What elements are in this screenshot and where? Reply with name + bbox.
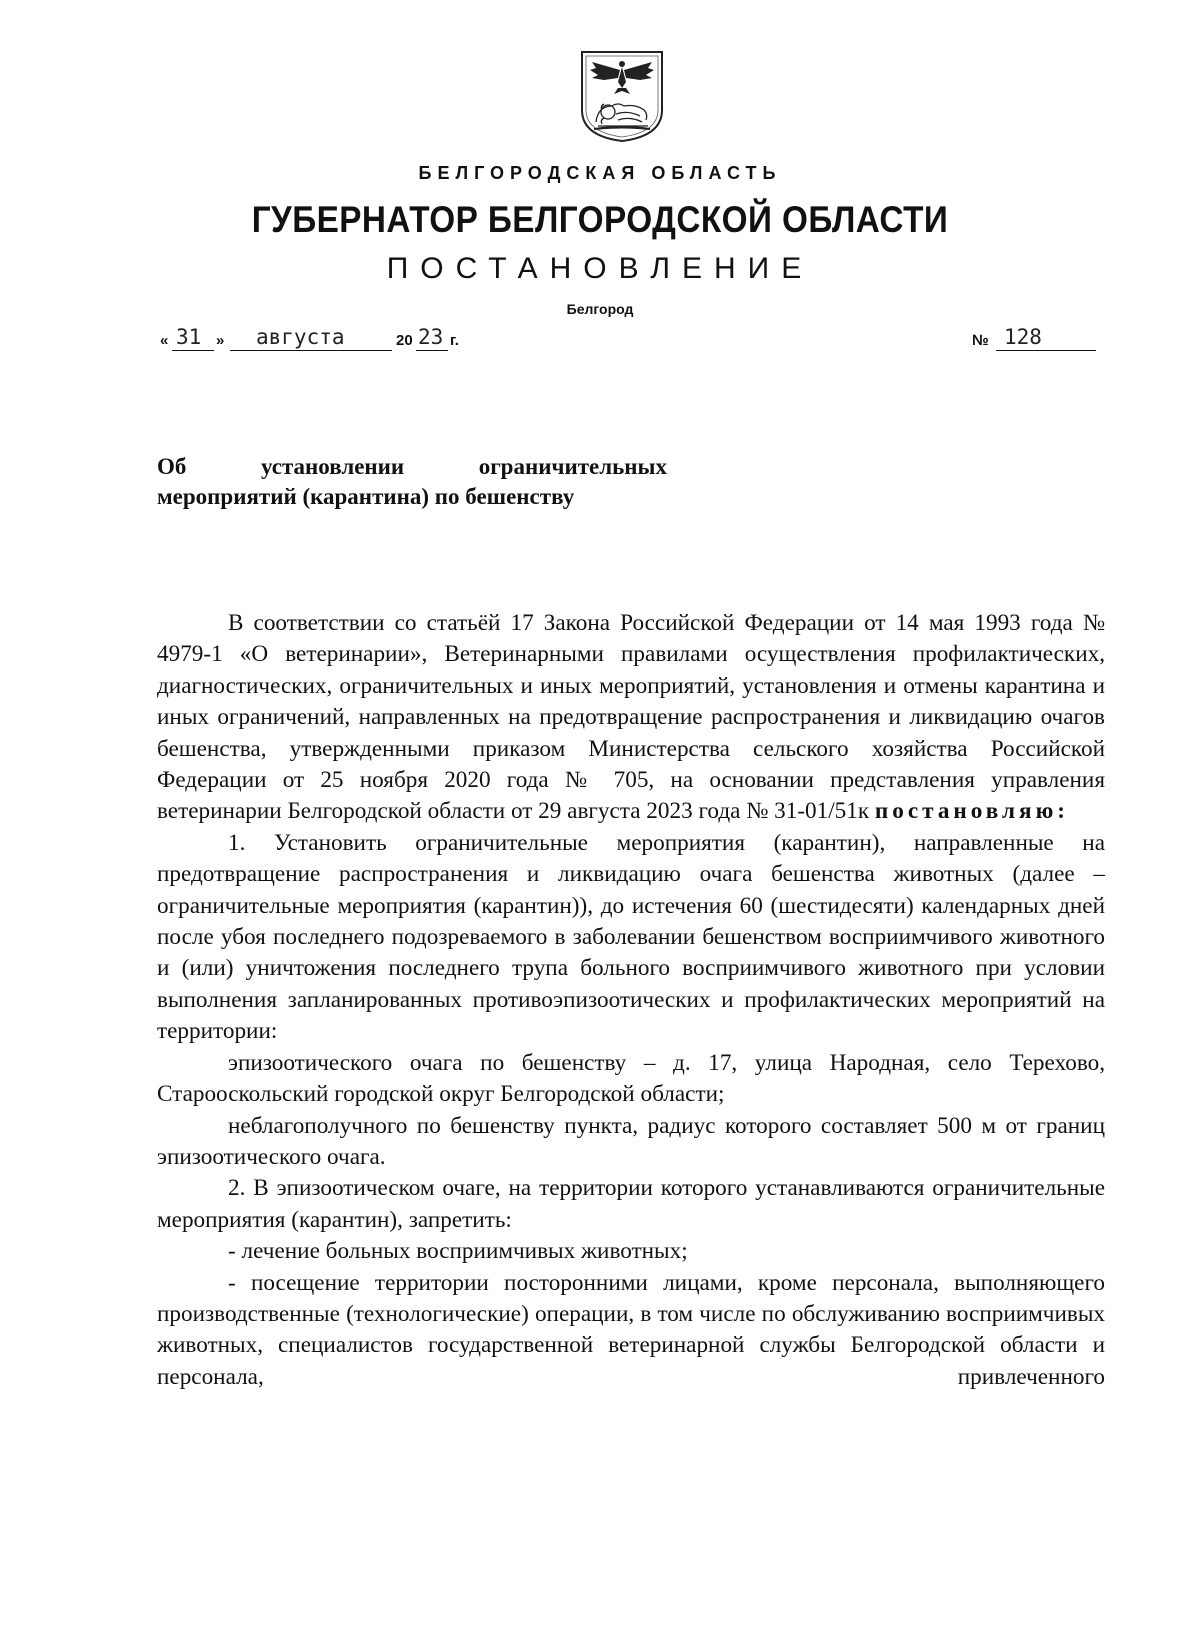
document-type: ПОСТАНОВЛЕНИЕ bbox=[386, 252, 814, 285]
document-body bbox=[157, 608, 1105, 1393]
title-word: Об bbox=[157, 454, 187, 479]
doc-number: 128 bbox=[1004, 325, 1042, 349]
date-year-suffix: 23 bbox=[418, 325, 444, 349]
header-governor: ГУБЕРНАТОР БЕЛГОРОДСКОЙ ОБЛАСТИ bbox=[251, 199, 949, 240]
header-region: БЕЛГОРОДСКАЯ ОБЛАСТЬ bbox=[418, 163, 782, 183]
paragraph-outbreak-site: эпизоотического очага по бешенству – д. 17, улица Народная, село Терехово, Старооскольский городской округ Белгородской области; bbox=[157, 1049, 1105, 1108]
paragraph-preamble bbox=[157, 608, 1105, 828]
paragraph-item-2: 2. В эпизоотическом очаге, на территории которого устанавливаются ограничительные мероприятия (карантин), запретить: bbox=[157, 1175, 1105, 1233]
title-line-2: мероприятий (карантина) по бешенству bbox=[157, 484, 575, 509]
document-title bbox=[157, 452, 667, 512]
title-word: установлении bbox=[260, 454, 405, 479]
title-word: ограничительных bbox=[478, 454, 667, 479]
preamble-text: В соответствии со статьёй 17 Закона Российской Федерации от 14 мая 1993 года № 4979-1 «О ветеринарии», Ветеринарными правилами осуществления профилактических, диагностических, ограничительных и иных мероприятий, установления и отмены карантина и иных ограничений, направленных на предотвращение распространения и ликвидацию очагов бешенства, утвержденными приказом Министерства сельского хозяйства Российской Федерации от 25 ноября 2020 года № 705, на основании представления управления ветеринарии Белгородской области от 29 августа 2023 года № 31-01/51к bbox=[157, 610, 1105, 825]
date-day-underline bbox=[172, 350, 214, 351]
date-close-quote: » bbox=[216, 332, 225, 349]
date-year-underline bbox=[416, 350, 448, 351]
resolution-word: постановляю: bbox=[874, 798, 1070, 825]
belgorod-coat-of-arms-icon bbox=[578, 48, 666, 144]
date-day: 31 bbox=[176, 325, 202, 349]
paragraph-item-1: 1. Установить ограничительные мероприятия (карантин), направленные на предотвращение распространения и ликвидацию очага бешенства животных (далее – ограничительные мероприятия (карантин)), до истечения 60 (шестидесяти) календарных дней после убоя последнего подозреваемого в заболевании бешенством восприимчивого животного и (или) уничтожения последнего трупа больного восприимчивого животного при условии выполнения запланированных противоэпизоотических и профилактических мероприятий на территории: bbox=[157, 829, 1105, 1045]
paragraph-prohibition-treatment: - лечение больных восприимчивых животных; bbox=[228, 1238, 688, 1265]
date-year-mark: г. bbox=[450, 332, 459, 349]
document-city: Белгород bbox=[566, 301, 634, 317]
doc-number-underline bbox=[996, 350, 1096, 351]
paragraph-prohibition-visits: - посещение территории посторонними лицами, кроме персонала, выполняющего производственные (технологические) операции, в том числе по обслуживанию восприимчивых животных, специалистов государственной ветеринарной службы Белгородской области и персонала, привлеченного bbox=[157, 1269, 1105, 1390]
paragraph-unfavorable-area: неблагополучного по бешенству пункта, радиус которого составляет 500 м от границ эпизоотического очага. bbox=[157, 1112, 1105, 1170]
date-month: августа bbox=[256, 325, 345, 349]
date-month-underline bbox=[230, 350, 392, 351]
date-open-quote: « bbox=[160, 332, 169, 349]
date-year-prefix: 20 bbox=[396, 332, 413, 349]
doc-number-label: № bbox=[972, 332, 989, 349]
